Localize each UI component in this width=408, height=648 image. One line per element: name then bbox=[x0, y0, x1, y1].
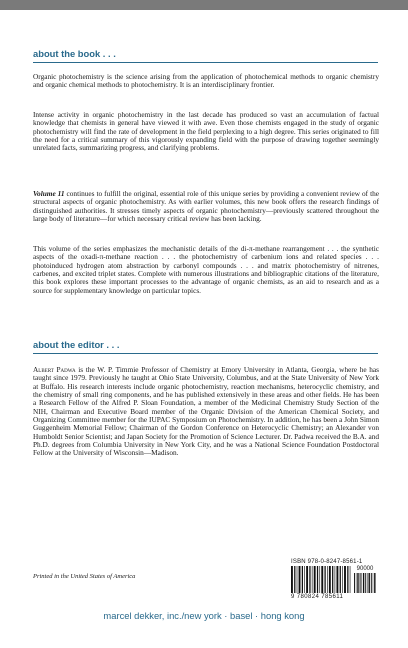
isbn-text: ISBN 978-0-8247-8561-1 bbox=[291, 559, 363, 565]
about-editor-heading: about the editor . . . bbox=[33, 339, 120, 350]
barcode-bar bbox=[317, 566, 318, 593]
barcode-bar bbox=[321, 566, 323, 593]
price-addon-number: 90000 bbox=[356, 566, 374, 572]
price-addon-barcode bbox=[354, 573, 376, 593]
barcode-bar bbox=[324, 566, 325, 593]
barcode-bar bbox=[357, 573, 358, 593]
barcode-bar bbox=[332, 566, 333, 593]
barcode-bar bbox=[306, 566, 308, 593]
barcode-bar bbox=[347, 566, 348, 593]
about-editor-paragraph bbox=[33, 366, 379, 458]
printed-in-usa: Printed in the United States of America bbox=[33, 573, 136, 580]
barcode-bar bbox=[344, 566, 346, 593]
publisher-line: marcel dekker, inc./new york · basel · hong kong bbox=[103, 610, 305, 621]
top-rule bbox=[0, 0, 408, 10]
barcode-bar bbox=[369, 573, 370, 593]
barcode-bar bbox=[336, 566, 338, 593]
barcode-bar bbox=[374, 573, 375, 593]
barcode-bar bbox=[327, 566, 328, 593]
barcode-bar bbox=[319, 566, 320, 593]
barcode-bar bbox=[371, 573, 372, 593]
barcode-bar bbox=[354, 573, 355, 593]
barcode-bar bbox=[297, 566, 298, 593]
barcode-bar bbox=[360, 573, 361, 593]
barcode-bar bbox=[302, 566, 303, 593]
editor-name: Albert Padwa bbox=[33, 365, 76, 374]
about-book-rule bbox=[33, 62, 378, 63]
about-book-paragraph-2: Intense activity in organic photochemistry in the last decade has produced so vast an accumulation of factual knowledge that chemists in general have viewed it with awe. Even those chemists engaged in the study of organic photochemistry will find the rate of development in the field perplexing to a high degree. This series originated to fill the need for a critical summary of this vigorously expanding field with the purpose of drawing together seemingly unrelated facts, summarizing progress, and clarifying problems. bbox=[33, 110, 379, 153]
about-book-paragraph-3 bbox=[33, 190, 379, 223]
isbn-barcode bbox=[291, 566, 351, 593]
barcode-bar bbox=[350, 566, 351, 593]
barcode-bar bbox=[314, 566, 316, 593]
barcode-bar bbox=[299, 566, 301, 593]
barcode-bar bbox=[304, 566, 305, 593]
barcode-bar bbox=[309, 566, 310, 593]
barcode-bar bbox=[365, 573, 366, 593]
about-book-paragraph-3-text: continues to fulfill the original, essential role of this unique series by providing a convenient review of the structural aspects of organic photochemistry. As with earlier volumes, this new book offers the research findings of distinguished authorities. It stresses timely aspects of organic photochemistry—previously scattered throughout the large body of literature—for which necessary critical review has been lacking. bbox=[33, 189, 379, 224]
barcode-bar bbox=[329, 566, 331, 593]
barcode-bar bbox=[340, 566, 341, 593]
barcode-bar bbox=[291, 566, 293, 593]
volume-label: Volume 11 bbox=[33, 189, 65, 198]
barcode-bar bbox=[312, 566, 313, 593]
barcode-bar bbox=[342, 566, 343, 593]
about-book-paragraph-4: This volume of the series emphasizes the mechanistic details of the di-π-methane rearrangement . . . the synthetic aspects of the oxadi-π-methane reaction . . . the photochemistry of carbenium ions and related species . . . photoinduced hydrogen atom abstraction by carbonyl compounds . . . and matrix photochemistry of nitrenes, carbenes, and excited triplet states. Complete with numerous illustrations and bibliographic citations of the literature, this book explores these important processes to the advantage of organic chemists, as an aid to research and as a source for supplementary knowledge on particular topics. bbox=[33, 244, 379, 295]
about-editor-rule bbox=[33, 353, 378, 354]
barcode-block bbox=[291, 559, 381, 600]
barcode-digits: 9 780824 785611 bbox=[291, 594, 344, 600]
barcode-bar bbox=[363, 573, 364, 593]
barcode-bar bbox=[335, 566, 336, 593]
about-book-heading: about the book . . . bbox=[33, 48, 116, 59]
editor-bio: is the W. P. Timmie Professor of Chemistry at Emory University in Atlanta, Georgia, where he has taught since 1979. Previously he taught at Ohio State University, Columbus, and at the State University of New York at Buffalo. His research interests include organic photochemistry, reaction mechanisms, heterocyclic chemistry, and the chemistry of small ring components, and he has published extensively in these areas and other fields. He has been a Research Fellow of the Alfred P. Sloan Foundation, a member of the Medicinal Chemistry Study Section of the NIH, Chairman and Executive Board member of the Organic Division of the American Chemical Society, and Organizing Committee member for the IUPAC Symposium on Photochemistry. In addition, he has been a John Simon Guggenheim Memorial Fellow; Chairman of the Gordon Conference on Heterocyclic Chemistry; an Alexander von Humboldt Senior Scientist; and Japan Society for the Promotion of Science Lecturer. Dr. Padwa received the B.A. and Ph.D. degrees from Columbia University in New York City, and he was a National Science Foundation Postdoctoral Fellow at the University of Wisconsin—Madison. bbox=[33, 365, 380, 458]
barcode-bar bbox=[294, 566, 295, 593]
about-book-paragraph-1: Organic photochemistry is the science arising from the application of photochemical methods to organic chemistry and organic chemical methods to photochemistry. It is an interdisciplinary frontier. bbox=[33, 72, 379, 90]
